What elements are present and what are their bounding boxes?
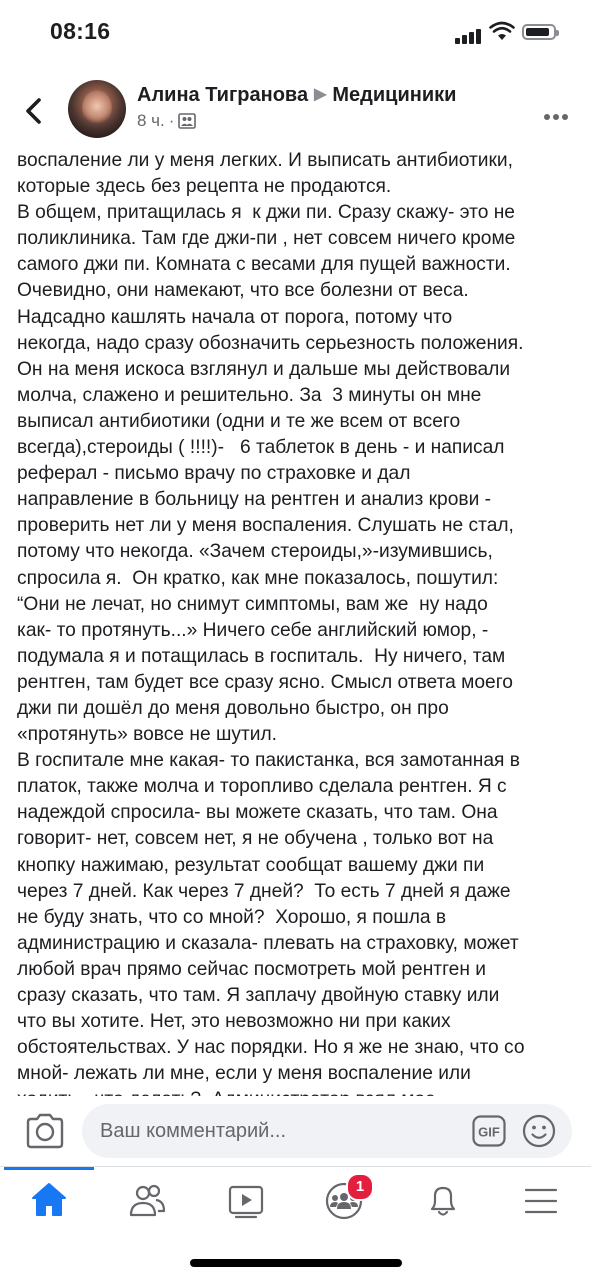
comment-input[interactable] (82, 1104, 572, 1158)
gif-label: GIF (478, 1124, 500, 1140)
video-icon (218, 1177, 274, 1225)
status-time: 08:16 (50, 18, 111, 44)
status-bar (0, 0, 591, 64)
shared-to-arrow-icon: ▶ (314, 86, 327, 103)
more-options-button[interactable] (543, 104, 569, 127)
back-chevron-icon (20, 90, 50, 130)
more-horizontal-icon (543, 113, 569, 121)
emoji-icon (522, 1114, 556, 1148)
notification-badge: 1 (346, 1173, 374, 1201)
gif-icon (472, 1115, 506, 1147)
tab-menu[interactable] (513, 1177, 569, 1225)
active-tab-indicator (4, 1167, 94, 1170)
post-header (0, 64, 591, 154)
tab-home[interactable] (21, 1177, 77, 1225)
battery-icon (522, 24, 556, 40)
bell-icon (415, 1177, 471, 1225)
author-name[interactable]: Алина Тигранова (137, 84, 309, 106)
post-time[interactable]: 8 ч. (137, 111, 165, 130)
comment-composer (0, 1096, 591, 1168)
post-body (17, 148, 582, 1095)
camera-icon (24, 1112, 66, 1150)
friends-icon (119, 1177, 175, 1225)
menu-icon (513, 1177, 569, 1225)
author-avatar[interactable] (68, 80, 126, 138)
privacy-group-icon (178, 113, 196, 134)
tab-notifications[interactable] (415, 1177, 471, 1225)
meta-separator: · (168, 111, 175, 130)
comment-placeholder: Ваш комментарий... (100, 1120, 287, 1142)
emoji-button[interactable] (522, 1114, 556, 1148)
tab-friends[interactable] (119, 1177, 175, 1225)
home-icon (21, 1177, 77, 1225)
bottom-tab-bar (0, 1166, 591, 1247)
tab-groups[interactable] (316, 1177, 372, 1225)
post-text: воспаление ли у меня легких. И выписать антибиотики, которые здесь без рецепта не продаются. В общем, притащилась я к джи пи. Сразу скажу- это не поликлиника. Там где джи-пи , нет совсем ничего кроме самого джи пи. Комната с весами для пущей важности. Очевидно, они намекают, что все болезни от веса. Надсадно кашлять начала от порога, потому что некогда, надо сразу обозначить серьезность положения. Он на меня искоса взглянул и дальше мы действовали молча, слажено и решительно. За 3 минуты он мне выписал антибиотики (одни и те же всем от всего всегда),стероиды ( !!!!)- 6 таблеток в день - и написал реферал - письмо врачу по страховке и дал направление в больницу на рентген и анализ крови - проверить нет ли у меня воспаления. Слушать не стал, потому что некогда. «Зачем стероиды,»-изумившись, спросила я. Он кратко, как мне показалось, пошутил: “Они не лечат, но снимут симптомы, вам же ну надо как- то протянуть...» Ничего себе английский юмор, - подумала я и потащилась в госпиталь. Ну ничего, там рентген, там будет все сразу ясно. Смысл ответа моего джи пи дошёл до меня довольно быстро, он про «протянуть» вовсе не шутил. В госпитале мне какая- то пакистанка, вся замотанная в платок, также молча и торопливо сделала рентген. Я с надеждой спросила- вы можете сказать, что там. Она говорит- нет, совсем нет, я не обучена , только вот на кнопку нажимаю, результат сообщат вашему джи пи через 7 дней. Как через 7 дней? То есть 7 дней я даже не буду знать, что со мной? Хорошо, я пошла в администрацию и сказала- плевать на страховку, может любой врач прямо сейчас посмотреть мой рентген и сразу сказать, что там. Я заплачу двойную ставку или что вы хотите. Нет, это невозможно ни при каких обстоятельствах. У нас порядки. Но я же не знаю, что со мной- лежать ли мне, если у меня воспаление или (17, 150, 525, 1085)
cellular-signal-icon (455, 26, 483, 44)
back-button[interactable] (20, 90, 50, 130)
tab-watch[interactable] (218, 1177, 274, 1225)
home-indicator[interactable] (190, 1259, 402, 1267)
group-name[interactable]: Медициники (332, 84, 457, 106)
battery-level (526, 28, 549, 36)
author-line (137, 84, 456, 107)
camera-button[interactable] (24, 1112, 66, 1150)
post-meta (137, 111, 196, 134)
wifi-icon (489, 22, 515, 47)
gif-button[interactable] (472, 1115, 506, 1147)
